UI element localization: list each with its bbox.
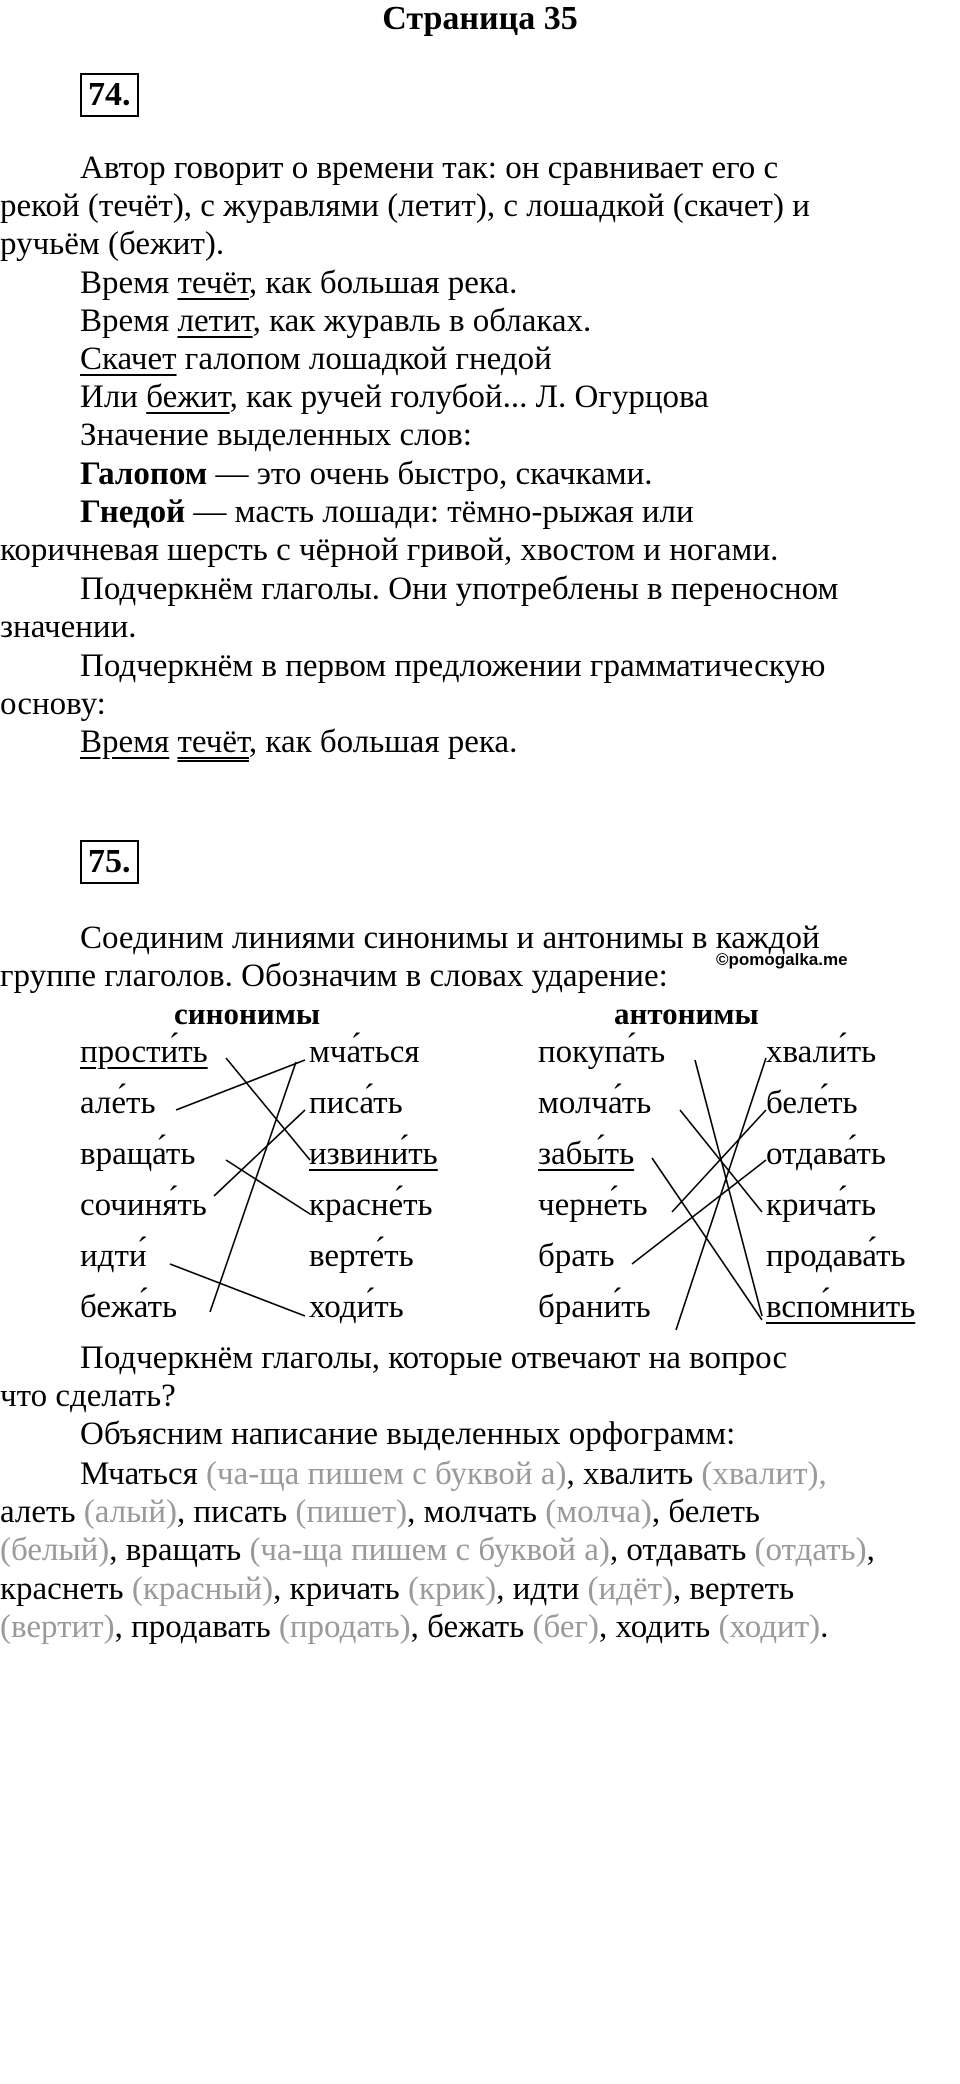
poem-text: , как ручей голубой... Л. Огурцова bbox=[229, 379, 709, 415]
underlined-verb: бежит bbox=[146, 379, 230, 415]
subject-underlined: Время bbox=[80, 724, 170, 760]
page-title: Страница 35 bbox=[382, 0, 578, 37]
syn-link-idti-hodit bbox=[170, 1264, 305, 1316]
syn-link-vrashat-vertet bbox=[226, 1160, 310, 1214]
ant-right-word: отдава́ть bbox=[766, 1136, 886, 1172]
syn-left-word: бежа́ть bbox=[80, 1289, 178, 1325]
orthogram-note: (вертит) bbox=[0, 1609, 115, 1645]
syn-left-word: идти́ bbox=[80, 1238, 147, 1274]
orthogram-line: Мчаться (ча-ща пишем с буквой а), хвалить (хвалит), bbox=[80, 1456, 827, 1492]
question-line: Подчеркнём глаголы, которые отвечают на вопрос bbox=[80, 1340, 788, 1376]
orthogram-word: вращать bbox=[125, 1532, 242, 1568]
orthogram-note: (молча) bbox=[536, 1494, 652, 1530]
orthogram-word: кричать bbox=[289, 1571, 400, 1607]
syn-left-word: прости́ть bbox=[80, 1034, 208, 1070]
syn-right-word: мча́ться bbox=[309, 1034, 420, 1070]
syn-right-word: верте́ть bbox=[309, 1238, 414, 1274]
ant-link-zabyt-vspomnit bbox=[652, 1158, 762, 1320]
syn-left-word: сочиня́ть bbox=[80, 1187, 207, 1223]
ex74-paragraph-line: ручьём (бежит). bbox=[0, 226, 225, 262]
syn-right-word: красне́ть bbox=[309, 1187, 433, 1223]
ex74-paragraph-line: рекой (течёт), с журавлями (летит), с лошадкой (скачет) и bbox=[0, 188, 810, 224]
syn-left-word: але́ть bbox=[80, 1085, 156, 1121]
verbs-note-line: Подчеркнём глаголы. Они употреблены в переносном bbox=[80, 571, 839, 607]
orthogram-word: ходить bbox=[615, 1609, 711, 1645]
orthogram-word: краснеть bbox=[0, 1571, 124, 1607]
definition-text-line: коричневая шерсть с чёрной гривой, хвостом и ногами. bbox=[0, 532, 779, 568]
orthogram-word: вертеть bbox=[689, 1571, 795, 1607]
poem-text: Время bbox=[80, 265, 178, 301]
poem-text: Или bbox=[80, 379, 147, 415]
syn-link-sochinyat-pisat bbox=[214, 1110, 305, 1196]
orthogram-note: (бег) bbox=[524, 1609, 599, 1645]
orthogram-note: (хвалит) bbox=[693, 1456, 819, 1492]
ex75-intro-line: группе глаголов. Обозначим в словах ударение: bbox=[0, 958, 668, 994]
ant-link-brat-otdavat bbox=[632, 1160, 766, 1264]
orthogram-note: (крик) bbox=[399, 1571, 497, 1607]
orthogram-line: (вертит), продавать (продать), бежать (бег), ходить (ходит). bbox=[0, 1609, 829, 1645]
orthogram-note: (отдать) bbox=[746, 1532, 867, 1568]
ant-link-molchat-krichat bbox=[680, 1110, 762, 1212]
orthogram-word: Мчаться bbox=[80, 1456, 198, 1492]
ant-right-word: беле́ть bbox=[766, 1085, 858, 1121]
underlined-verb: летит bbox=[177, 303, 253, 339]
predicate-underlined: течёт bbox=[177, 724, 249, 760]
basis-note-line: основу: bbox=[0, 686, 106, 722]
meaning-heading: Значение выделенных слов: bbox=[80, 417, 472, 453]
basis-rest-text: , как большая река. bbox=[248, 724, 518, 760]
ant-left-word: брани́ть bbox=[538, 1289, 651, 1325]
orthogram-note: (алый) bbox=[75, 1494, 177, 1530]
orthogram-word: молчать bbox=[423, 1494, 537, 1530]
orthogram-word: хвалить bbox=[582, 1456, 694, 1492]
orthogram-word: идти bbox=[512, 1571, 580, 1607]
syn-right-word: ходи́ть bbox=[309, 1289, 404, 1325]
orthogram-line: (белый), вращать (ча-ща пишем с буквой а), отдавать (отдать), bbox=[0, 1532, 875, 1568]
definition-term: Гнедой bbox=[80, 494, 186, 530]
exercise-number-74: 74. bbox=[80, 73, 139, 117]
definition-text: — это очень быстро, скачками. bbox=[207, 456, 653, 492]
orthogram-note: (идёт) bbox=[579, 1571, 673, 1607]
watermark: ©pomogalka.me bbox=[716, 950, 848, 969]
orthogram-note: (пишет) bbox=[287, 1494, 408, 1530]
ant-left-word: черне́ть bbox=[538, 1187, 648, 1223]
syn-left-word: враща́ть bbox=[80, 1136, 196, 1172]
ant-left-word: покупа́ть bbox=[538, 1034, 666, 1070]
verbs-note-line: значении. bbox=[0, 609, 137, 645]
orthogram-word: писать bbox=[193, 1494, 288, 1530]
question-line: что сделать? bbox=[0, 1378, 176, 1414]
orthogram-word: отдавать bbox=[626, 1532, 747, 1568]
ant-right-word: хвали́ть bbox=[766, 1034, 877, 1070]
poem-text: , как журавль в облаках. bbox=[252, 303, 592, 339]
poem-text: галопом лошадкой гнедой bbox=[176, 341, 552, 377]
ant-right-word: продава́ть bbox=[766, 1238, 906, 1274]
poem-text: Время bbox=[80, 303, 178, 339]
orthogram-word: продавать bbox=[131, 1609, 271, 1645]
ant-right-word: вспо́мнить bbox=[766, 1289, 916, 1325]
syn-right-word: извини́ть bbox=[309, 1136, 438, 1172]
orthogram-note: (белый) bbox=[0, 1532, 110, 1568]
definition-text: — масть лошади: тёмно-рыжая или bbox=[185, 494, 694, 530]
orthogram-note: (ча-ща пишем с буквой а) bbox=[241, 1532, 610, 1568]
underlined-verb: Скачет bbox=[80, 341, 177, 377]
explain-heading: Объясним написание выделенных орфограмм: bbox=[80, 1416, 736, 1452]
orthogram-note: (ча-ща пишем с буквой а) bbox=[197, 1456, 567, 1492]
ex75-intro-line: Соединим линиями синонимы и антонимы в каждой bbox=[80, 920, 820, 956]
basis-note-line: Подчеркнём в первом предложении грамматическую bbox=[80, 648, 826, 684]
orthogram-note: (ходит) bbox=[710, 1609, 821, 1645]
orthogram-line: алеть (алый), писать (пишет), молчать (молча), белеть bbox=[0, 1494, 760, 1530]
orthogram-line: краснеть (красный), кричать (крик), идти (идёт), вертеть bbox=[0, 1571, 795, 1607]
orthogram-word: алеть bbox=[0, 1494, 76, 1530]
ant-left-word: брать bbox=[538, 1238, 615, 1274]
ant-left-word: молча́ть bbox=[538, 1085, 652, 1121]
ant-right-word: крича́ть bbox=[766, 1187, 877, 1223]
synonyms-heading: синонимы bbox=[174, 996, 321, 1031]
exercise-number-75: 75. bbox=[80, 840, 139, 884]
ant-left-word: забы́ть bbox=[538, 1136, 635, 1172]
definition-term: Галопом bbox=[80, 456, 208, 492]
antonyms-heading: антонимы bbox=[614, 996, 759, 1031]
orthogram-word: белеть bbox=[668, 1494, 760, 1530]
syn-right-word: писа́ть bbox=[309, 1085, 403, 1121]
syn-link-mchatsya bbox=[176, 1060, 305, 1110]
orthogram-word: бежать bbox=[427, 1609, 525, 1645]
underlined-verb: течёт bbox=[177, 265, 249, 301]
poem-text: , как большая река. bbox=[248, 265, 518, 301]
orthogram-note: (красный) bbox=[123, 1571, 274, 1607]
orthogram-note: (продать) bbox=[270, 1609, 411, 1645]
ex74-paragraph-line: Автор говорит о времени так: он сравнивает его с bbox=[80, 150, 779, 186]
